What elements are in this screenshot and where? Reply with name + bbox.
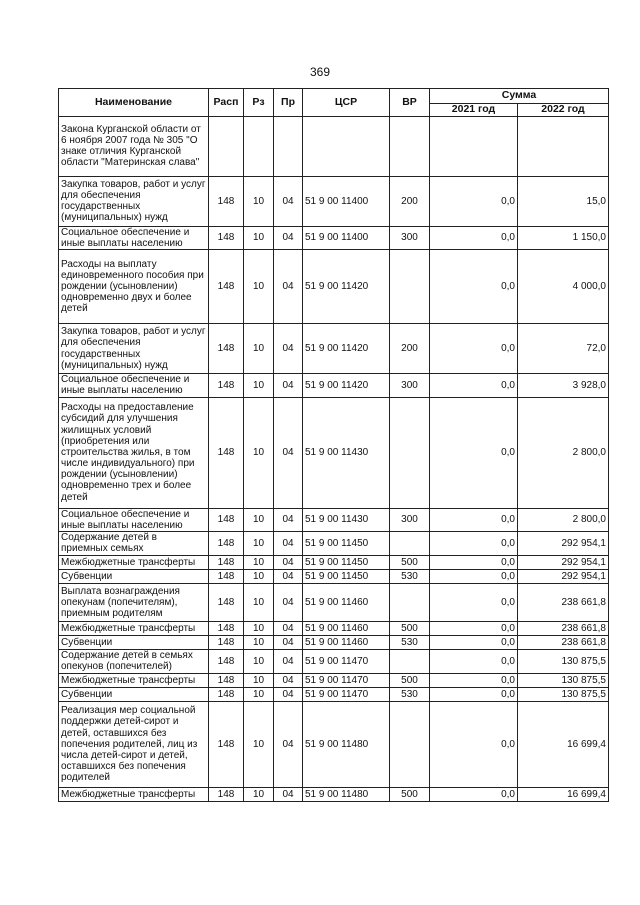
- row-vr: [390, 701, 430, 787]
- row-vr: 200: [390, 176, 430, 226]
- row-pr: 04: [274, 621, 303, 635]
- row-pr: 04: [274, 687, 303, 701]
- row-rz: 10: [244, 583, 274, 621]
- row-pr: 04: [274, 226, 303, 249]
- row-name: Межбюджетные трансферты: [59, 673, 209, 687]
- row-rz: 10: [244, 531, 274, 555]
- row-pr: 04: [274, 397, 303, 508]
- table-row: [59, 583, 609, 621]
- row-sum-2021: 0,0: [430, 531, 518, 555]
- table-row: [59, 397, 609, 508]
- row-csr: 51 9 00 11420: [303, 374, 390, 397]
- row-rasp: 148: [209, 621, 244, 635]
- row-rz: [244, 116, 274, 176]
- row-name: Субвенции: [59, 569, 209, 583]
- header-vr: ВР: [390, 89, 430, 117]
- row-pr: 04: [274, 583, 303, 621]
- row-sum-2022: [518, 116, 609, 176]
- header-pr: Пр: [274, 89, 303, 117]
- row-name: Расходы на выплату единовременного пособия при рождении (усыновлении) одновременно двух и более детей: [59, 250, 209, 324]
- row-sum-2022: 72,0: [518, 324, 609, 374]
- row-rz: 10: [244, 508, 274, 531]
- row-csr: 51 9 00 11480: [303, 787, 390, 801]
- row-name: Межбюджетные трансферты: [59, 787, 209, 801]
- row-rz: 10: [244, 621, 274, 635]
- row-rasp: 148: [209, 569, 244, 583]
- row-sum-2021: 0,0: [430, 673, 518, 687]
- row-csr: 51 9 00 11430: [303, 397, 390, 508]
- row-rz: 10: [244, 787, 274, 801]
- row-pr: 04: [274, 324, 303, 374]
- row-sum-2021: 0,0: [430, 176, 518, 226]
- row-vr: [390, 583, 430, 621]
- row-rz: 10: [244, 374, 274, 397]
- row-rz: 10: [244, 324, 274, 374]
- row-rasp: 148: [209, 787, 244, 801]
- header-rz: Рз: [244, 89, 274, 117]
- row-name: Выплата вознаграждения опекунам (попечителям), приемным родителям: [59, 583, 209, 621]
- row-sum-2021: 0,0: [430, 621, 518, 635]
- row-sum-2021: 0,0: [430, 687, 518, 701]
- row-rz: 10: [244, 250, 274, 324]
- table-row: [59, 555, 609, 569]
- row-pr: 04: [274, 250, 303, 324]
- row-rasp: [209, 116, 244, 176]
- row-name: Содержание детей в приемных семьях: [59, 531, 209, 555]
- row-name: Социальное обеспечение и иные выплаты населению: [59, 508, 209, 531]
- row-csr: 51 9 00 11430: [303, 508, 390, 531]
- row-pr: 04: [274, 569, 303, 583]
- row-rz: 10: [244, 687, 274, 701]
- row-vr: 530: [390, 687, 430, 701]
- row-csr: 51 9 00 11450: [303, 531, 390, 555]
- row-pr: 04: [274, 673, 303, 687]
- table-row: [59, 116, 609, 176]
- row-rz: 10: [244, 397, 274, 508]
- row-sum-2022: 238 661,8: [518, 583, 609, 621]
- table-row: [59, 621, 609, 635]
- row-vr: 500: [390, 621, 430, 635]
- row-pr: 04: [274, 555, 303, 569]
- row-rz: 10: [244, 569, 274, 583]
- row-csr: 51 9 00 11480: [303, 701, 390, 787]
- row-sum-2021: 0,0: [430, 635, 518, 649]
- row-vr: [390, 397, 430, 508]
- row-rasp: 148: [209, 673, 244, 687]
- row-sum-2022: 15,0: [518, 176, 609, 226]
- row-rasp: 148: [209, 687, 244, 701]
- table-row: [59, 226, 609, 249]
- budget-table: [58, 88, 609, 802]
- row-csr: 51 9 00 11460: [303, 621, 390, 635]
- row-rz: 10: [244, 635, 274, 649]
- row-sum-2021: 0,0: [430, 374, 518, 397]
- header-name: Наименование: [59, 89, 209, 117]
- table-row: [59, 701, 609, 787]
- row-vr: [390, 649, 430, 673]
- row-sum-2021: 0,0: [430, 226, 518, 249]
- row-name: Закупка товаров, работ и услуг для обеспечения государственных (муниципальных) нужд: [59, 324, 209, 374]
- row-sum-2021: 0,0: [430, 649, 518, 673]
- row-vr: 200: [390, 324, 430, 374]
- row-rasp: 148: [209, 250, 244, 324]
- row-sum-2022: 238 661,8: [518, 621, 609, 635]
- row-name: Субвенции: [59, 635, 209, 649]
- row-rasp: 148: [209, 374, 244, 397]
- row-rz: 10: [244, 176, 274, 226]
- row-rasp: 148: [209, 397, 244, 508]
- row-pr: 04: [274, 176, 303, 226]
- row-name: Субвенции: [59, 687, 209, 701]
- table-row: [59, 787, 609, 801]
- table-header: [59, 89, 609, 117]
- row-rasp: 148: [209, 508, 244, 531]
- row-vr: 300: [390, 374, 430, 397]
- table-row: [59, 250, 609, 324]
- table-row: [59, 687, 609, 701]
- row-pr: 04: [274, 635, 303, 649]
- table-row: [59, 635, 609, 649]
- row-csr: 51 9 00 11450: [303, 569, 390, 583]
- row-sum-2022: 2 800,0: [518, 397, 609, 508]
- row-pr: 04: [274, 374, 303, 397]
- row-rasp: 148: [209, 583, 244, 621]
- row-csr: 51 9 00 11460: [303, 583, 390, 621]
- row-rz: 10: [244, 673, 274, 687]
- row-vr: 500: [390, 673, 430, 687]
- row-sum-2022: 130 875,5: [518, 649, 609, 673]
- table-body: [59, 116, 609, 801]
- table-row: [59, 374, 609, 397]
- page-number: 369: [309, 65, 331, 79]
- header-csr: ЦСР: [303, 89, 390, 117]
- table-row: [59, 569, 609, 583]
- row-rasp: 148: [209, 324, 244, 374]
- row-rz: 10: [244, 226, 274, 249]
- table-row: [59, 324, 609, 374]
- row-vr: 300: [390, 226, 430, 249]
- row-sum-2021: 0,0: [430, 569, 518, 583]
- row-vr: 500: [390, 555, 430, 569]
- header-year-2022: 2022 год: [518, 104, 609, 117]
- row-sum-2021: 0,0: [430, 508, 518, 531]
- row-vr: 500: [390, 787, 430, 801]
- row-rasp: 148: [209, 226, 244, 249]
- row-rz: 10: [244, 649, 274, 673]
- row-csr: 51 9 00 11420: [303, 250, 390, 324]
- row-csr: 51 9 00 11470: [303, 687, 390, 701]
- row-sum-2021: [430, 116, 518, 176]
- row-name: Реализация мер социальной поддержки детей-сирот и детей, оставшихся без попечения родителей, лиц из числа детей-сирот и детей, оставшихся без попечения родителей: [59, 701, 209, 787]
- row-sum-2022: 16 699,4: [518, 787, 609, 801]
- row-csr: 51 9 00 11470: [303, 673, 390, 687]
- table-row: [59, 531, 609, 555]
- row-rasp: 148: [209, 701, 244, 787]
- row-sum-2022: 292 954,1: [518, 555, 609, 569]
- table-row: [59, 673, 609, 687]
- table-row: [59, 649, 609, 673]
- row-vr: [390, 531, 430, 555]
- table-row: [59, 508, 609, 531]
- row-name: Межбюджетные трансферты: [59, 555, 209, 569]
- row-pr: 04: [274, 531, 303, 555]
- row-sum-2021: 0,0: [430, 324, 518, 374]
- row-csr: 51 9 00 11450: [303, 555, 390, 569]
- row-sum-2021: 0,0: [430, 583, 518, 621]
- row-sum-2022: 292 954,1: [518, 531, 609, 555]
- row-rz: 10: [244, 701, 274, 787]
- row-name: Социальное обеспечение и иные выплаты населению: [59, 226, 209, 249]
- row-sum-2022: 3 928,0: [518, 374, 609, 397]
- row-vr: 300: [390, 508, 430, 531]
- row-rasp: 148: [209, 176, 244, 226]
- table-row: [59, 176, 609, 226]
- row-sum-2021: 0,0: [430, 787, 518, 801]
- row-pr: 04: [274, 649, 303, 673]
- row-sum-2022: 130 875,5: [518, 687, 609, 701]
- row-name: Содержание детей в семьях опекунов (попечителей): [59, 649, 209, 673]
- row-name: Закупка товаров, работ и услуг для обеспечения государственных (муниципальных) нужд: [59, 176, 209, 226]
- row-sum-2021: 0,0: [430, 397, 518, 508]
- row-sum-2022: 1 150,0: [518, 226, 609, 249]
- row-sum-2022: 2 800,0: [518, 508, 609, 531]
- row-sum-2021: 0,0: [430, 250, 518, 324]
- row-pr: 04: [274, 701, 303, 787]
- row-vr: [390, 116, 430, 176]
- row-pr: 04: [274, 508, 303, 531]
- row-rasp: 148: [209, 531, 244, 555]
- row-vr: [390, 250, 430, 324]
- row-vr: 530: [390, 569, 430, 583]
- row-csr: [303, 116, 390, 176]
- row-pr: 04: [274, 787, 303, 801]
- row-sum-2022: 292 954,1: [518, 569, 609, 583]
- row-name: Межбюджетные трансферты: [59, 621, 209, 635]
- header-rasp: Расп: [209, 89, 244, 117]
- row-sum-2022: 16 699,4: [518, 701, 609, 787]
- row-vr: 530: [390, 635, 430, 649]
- row-rz: 10: [244, 555, 274, 569]
- row-name: Социальное обеспечение и иные выплаты населению: [59, 374, 209, 397]
- row-csr: 51 9 00 11400: [303, 226, 390, 249]
- row-csr: 51 9 00 11420: [303, 324, 390, 374]
- header-sum: Сумма: [430, 89, 609, 104]
- row-sum-2021: 0,0: [430, 555, 518, 569]
- row-rasp: 148: [209, 649, 244, 673]
- row-sum-2022: 4 000,0: [518, 250, 609, 324]
- row-pr: [274, 116, 303, 176]
- row-rasp: 148: [209, 555, 244, 569]
- row-sum-2021: 0,0: [430, 701, 518, 787]
- row-csr: 51 9 00 11470: [303, 649, 390, 673]
- header-year-2021: 2021 год: [430, 104, 518, 117]
- row-rasp: 148: [209, 635, 244, 649]
- row-csr: 51 9 00 11400: [303, 176, 390, 226]
- row-name: Закона Курганской области от 6 ноября 2007 года № 305 "О знаке отличия Курганской области "Материнская слава": [59, 116, 209, 176]
- row-name: Расходы на предоставление субсидий для улучшения жилищных условий (приобретения или строительства жилья, в том числе индивидуального) при рождении (усыновлении) одновременно трех и более детей: [59, 397, 209, 508]
- row-sum-2022: 130 875,5: [518, 673, 609, 687]
- row-sum-2022: 238 661,8: [518, 635, 609, 649]
- row-csr: 51 9 00 11460: [303, 635, 390, 649]
